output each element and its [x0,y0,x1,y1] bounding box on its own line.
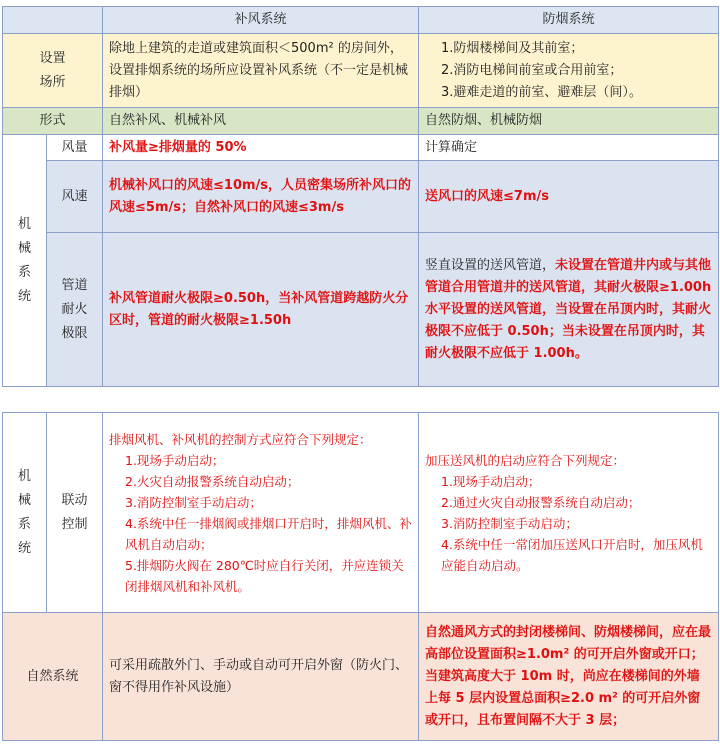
linkage-item: 2.火灾自动报警系统自动启动； [125,473,300,489]
linkage-title: 加压送风机的启动应符合下列规定： [425,452,626,468]
linkage-item: 4.系统中任一排烟阀或排烟口开启时，排烟风机、补风机自动启动； [125,515,412,552]
speed-smoke-prevention: 送风口的风速≤7m/s [419,161,719,233]
speed-supply-air: 机械补风口的风速≤10m/s，人员密集场所补风口的风速≤5m/s；自然补风口的风速≤3m/s [103,161,419,233]
header-smoke-prevention: 防烟系统 [419,7,719,34]
row-label-setting: 设置 场所 [3,34,103,108]
label-fire-resistance: 管道 耐火 极限 [47,233,103,387]
linkage-item: 3.消防控制室手动启动； [441,515,578,531]
form-smoke-prevention: 自然防烟、机械防烟 [419,108,719,135]
lower-table [2,412,719,741]
natural-supply-air: 可采用疏散外门、手动或自动可开启外窗（防火门、窗不得用作补风设施） [103,613,419,741]
fire-vertical-lead: 竖直设置的送风管道， [425,257,556,273]
label-air-volume: 风量 [47,135,103,161]
row-label-natural: 自然系统 [3,613,103,741]
natural-smoke-prevention: 自然通风方式的封闭楼梯间、防烟楼梯间，应在最高部位设置面积≥1.0m² 的可开启外窗或开口；当建筑高度大于 10m 时，尚应在楼梯间的外墙上每 5 层内设置总面积≥2.0 m² 的可开启外窗或开口，且布置间隔不大于 3 层； [419,613,719,741]
header-supply-air: 补风系统 [103,7,419,34]
setting-item: 1.防烟楼梯间及其前室； [441,40,584,56]
setting-smoke-prevention [419,34,719,108]
linkage-item: 3.消防控制室手动启动； [125,494,262,510]
form-supply-air: 自然补风、机械补风 [103,108,419,135]
row-label-mechanical: 机 械 系 统 [3,135,47,387]
label-air-speed: 风速 [47,161,103,233]
linkage-item: 1.现场手动启动； [125,452,225,468]
setting-supply-air: 除地上建筑的走道或建筑面积＜500m² 的房间外，设置排烟系统的场所应设置补风系统（不一定是机械排烟） [103,34,419,108]
linkage-title: 排烟风机、补风机的控制方式应符合下列规定： [109,431,372,447]
volume-supply-air: 补风量≥排烟量的 50% [103,135,419,161]
header-blank [3,7,103,34]
volume-smoke-prevention: 计算确定 [419,135,719,161]
linkage-item: 4.系统中任一常闭加压送风口开启时，加压风机应能自动启动。 [441,536,703,573]
linkage-supply-air [103,413,419,613]
fire-vertical-rule: 未设置在管道井内或与其他管道合用管道井的送风管道，其耐火极限≥1.00h [425,257,712,295]
setting-item: 2.消防电梯间前室或合用前室； [441,62,623,78]
row-label-form: 形式 [3,108,103,135]
label-linkage-control: 联动 控制 [47,413,103,613]
linkage-item: 1.现场手动启动； [441,473,541,489]
linkage-item: 5.排烟防火阀在 280℃时应自行关闭，并应连锁关闭排烟风机和补风机。 [125,557,404,594]
linkage-smoke-prevention [419,413,719,613]
linkage-item: 2.通过火灾自动报警系统自动启动； [441,494,641,510]
setting-item: 3.避难走道的前室、避难层（间）。 [441,84,642,100]
fire-smoke-prevention [419,233,719,387]
upper-table [2,6,719,387]
row-label-mechanical-2: 机 械 系 统 [3,413,47,613]
table-gap [0,398,720,412]
fire-horizontal-rule: 水平设置的送风管道，当设置在吊顶内时，其耐火极限不应低于 0.50h；当未设置在吊顶内时，其耐火极限不应低于 1.00h。 [425,301,712,361]
fire-supply-air: 补风管道耐火极限≥0.50h，当补风管道跨越防火分区时，管道的耐火极限≥1.50h [103,233,419,387]
